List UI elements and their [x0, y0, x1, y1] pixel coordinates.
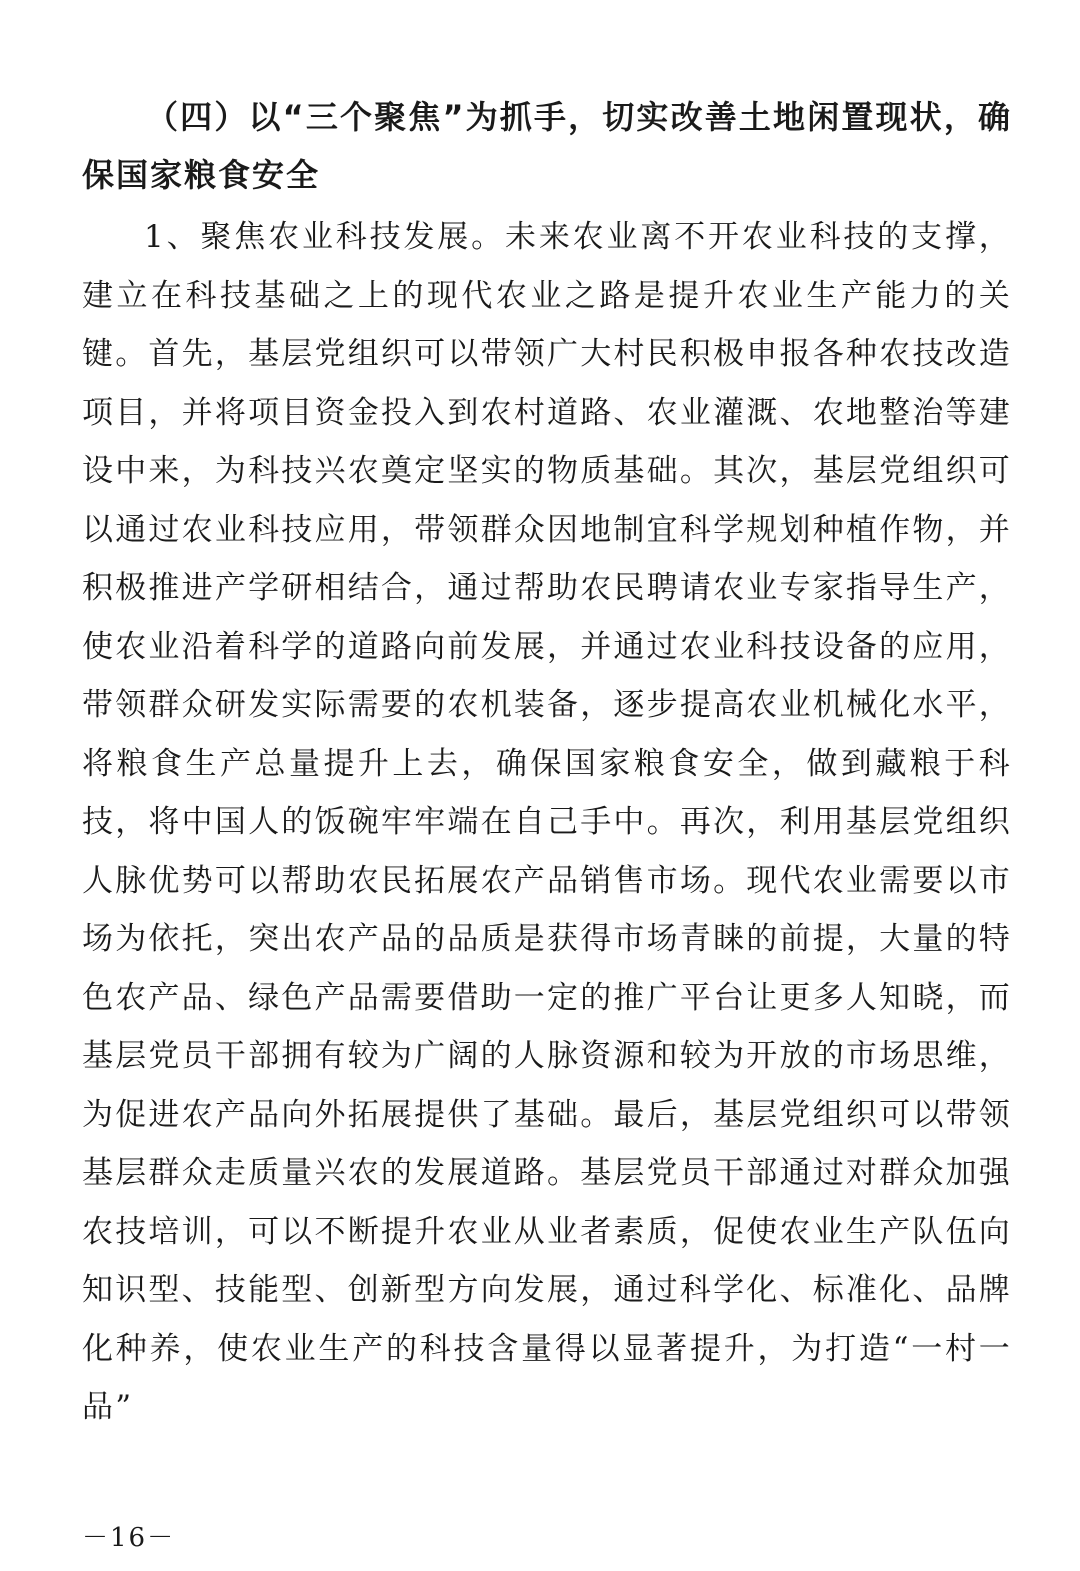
section-heading: （四）以“三个聚焦”为抓手，切实改善土地闲置现状，确保国家粮食安全: [82, 98, 1012, 194]
page-number: －16－: [82, 1523, 176, 1553]
body-paragraph: 1、聚焦农业科技发展。未来农业离不开农业科技的支撑，建立在科技基础之上的现代农业之路是提升农业生产能力的关键。首先，基层党组织可以带领广大村民积极申报各种农技改造项目，并将项目资金投入到农村道路、农业灌溉、农地整治等建设中来，为科技兴农奠定坚实的物质基础。其次，基层党组织可以通过农业科技应用，带领群众因地制宜科学规划种植作物，并积极推进产学研相结合，通过帮助农民聘请农业专家指导生产，使农业沿着科学的道路向前发展，并通过农业科技设备的应用，带领群众研发实际需要的农机装备，逐步提高农业机械化水平，将粮食生产总量提升上去，确保国家粮食安全，做到藏粮于科技，将中国人的饭碗牢牢端在自己手中。再次，利用基层党组织人脉优势可以帮助农民拓展农产品销售市场。现代农业需要以市场为依托，突出农产品的品质是获得市场青睐的前提，大量的特色农产品、绿色产品需要借助一定的推广平台让更多人知晓，而基层党员干部拥有较为广阔的人脉资源和较为开放的市场思维，为促进农产品向外拓展提供了基础。最后，基层党组织可以带领基层群众走质量兴农的发展道路。基层党员干部通过对群众加强农技培训，可以不断提升农业从业者素质，促使农业生产队伍向知识型、技能型、创新型方向发展，通过科学化、标准化、品牌化种养，使农业生产的科技含量得以显著提升，为打造“一村一品”: [82, 219, 1012, 1425]
